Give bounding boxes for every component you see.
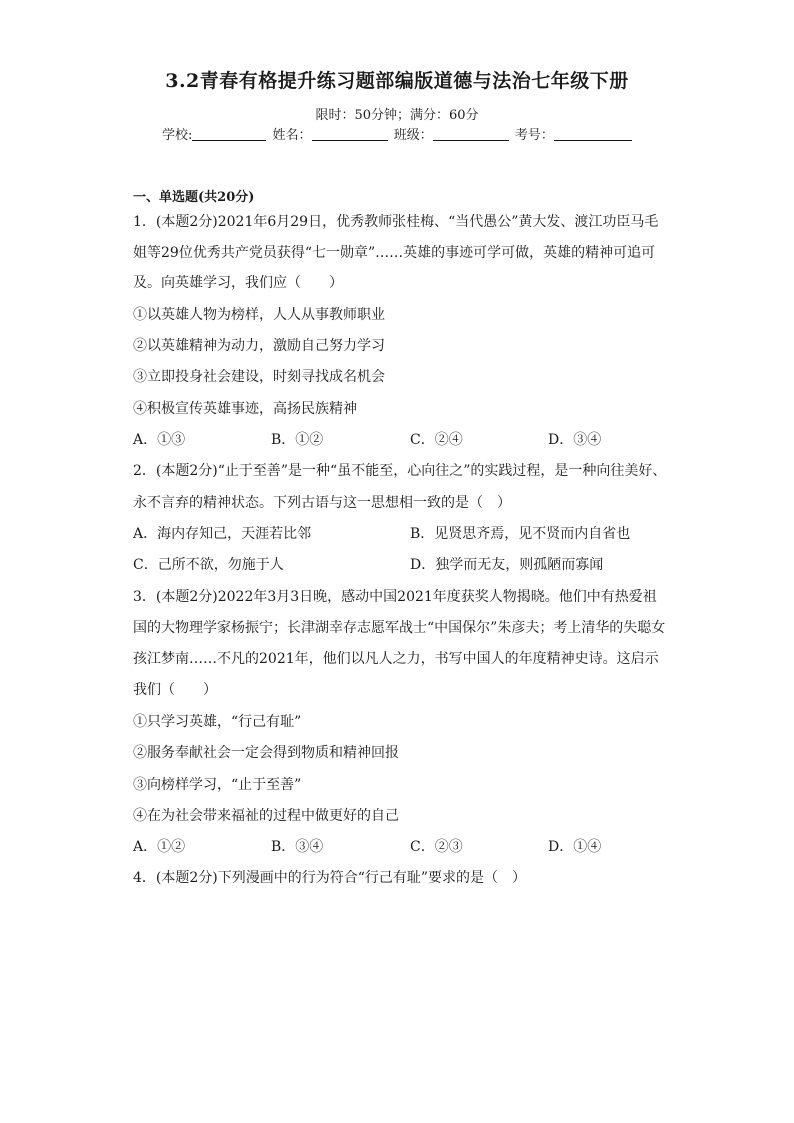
name-blank[interactable] <box>312 127 388 141</box>
question-1-option-a[interactable]: A．①③ <box>133 432 186 448</box>
page-title: 3.2青春有格提升练习题部编版道德与法治七年级下册 <box>165 70 629 92</box>
question-3-option-b[interactable]: B．③④ <box>271 839 324 855</box>
section-title: 一、单选题(共20分) <box>133 190 255 205</box>
question-3-line-4: 我们（ ） <box>133 682 217 698</box>
question-2-line-1: 2．(本题2分)“止于至善”是一种“虽不能至，心向往之”的实践过程，是一种向往美好、 <box>133 463 667 479</box>
name-label: 姓名： <box>272 128 312 143</box>
question-3-statement-4: ④在为社会带来福祉的过程中做更好的自己 <box>133 808 399 824</box>
time-score-line: 限时：50分钟；满分：60分 <box>315 108 479 123</box>
question-1-line-1: 1．(本题2分)2021年6月29日，优秀教师张桂梅、“当代愚公”黄大发、渡江功臣马毛 <box>133 214 659 230</box>
question-1-statement-2: ②以英雄精神为动力，激励自己努力学习 <box>133 338 385 354</box>
question-3-line-2: 国的大物理学家杨振宁；长津湖幸存志愿军战士“中国保尔”朱彦夫；考上清华的失聪女 <box>133 620 666 636</box>
question-4-line-1: 4．(本题2分)下列漫画中的行为符合“行己有耻”要求的是（ ） <box>133 870 527 886</box>
exam-number-blank[interactable] <box>554 127 632 141</box>
question-2-line-2: 永不言弃的精神状态。下列古语与这一思想相一致的是（ ） <box>133 495 511 511</box>
question-3-option-d[interactable]: D．①④ <box>548 839 602 855</box>
class-label: 班级： <box>393 128 433 143</box>
school-label: 学校: <box>162 128 193 143</box>
question-3-statement-3: ③向榜样学习，“止于至善” <box>133 777 302 793</box>
class-blank[interactable] <box>433 127 509 141</box>
question-2-option-a[interactable]: A．海内存知己，天涯若比邻 <box>133 526 312 542</box>
question-3-option-c[interactable]: C．②③ <box>410 839 463 855</box>
question-3-statement-2: ②服务奉献社会一定会得到物质和精神回报 <box>133 745 399 761</box>
question-3-option-a[interactable]: A．①② <box>133 839 186 855</box>
question-3-statement-1: ①只学习英雄，“行己有耻” <box>133 714 302 730</box>
question-3-line-1: 3．(本题2分)2022年3月3日晚，感动中国2021年度获奖人物揭晓。他们中有热爱祖 <box>133 589 657 605</box>
question-1-option-b[interactable]: B．①② <box>271 432 324 448</box>
question-2-option-d[interactable]: D．独学而无友，则孤陋而寡闻 <box>410 557 604 573</box>
student-info-row <box>162 124 634 143</box>
question-1-statement-4: ④积极宣传英雄事迹，高扬民族精神 <box>133 401 357 417</box>
question-2-option-c[interactable]: C．己所不欲，勿施于人 <box>133 557 284 573</box>
question-1-option-c[interactable]: C．②④ <box>410 432 463 448</box>
question-1-line-3: 及。向英雄学习，我们应（ ） <box>133 275 343 291</box>
question-1-statement-1: ①以英雄人物为榜样，人人从事教师职业 <box>133 307 385 323</box>
question-1-statement-3: ③立即投身社会建设，时刻寻找成名机会 <box>133 369 385 385</box>
question-2-option-b[interactable]: B．见贤思齐焉，见不贤而内自省也 <box>410 526 631 542</box>
question-1-line-2: 姐等29位优秀共产党员获得“七一勋章”……英雄的事迹可学可做，英雄的精神可追可 <box>133 245 656 261</box>
question-3-line-3: 孩江梦南……不凡的2021年，他们以凡人之力，书写中国人的年度精神史诗。这启示 <box>133 651 659 667</box>
exam-number-label: 考号： <box>514 128 554 143</box>
question-1-option-d[interactable]: D．③④ <box>548 432 602 448</box>
school-blank[interactable] <box>192 127 266 141</box>
